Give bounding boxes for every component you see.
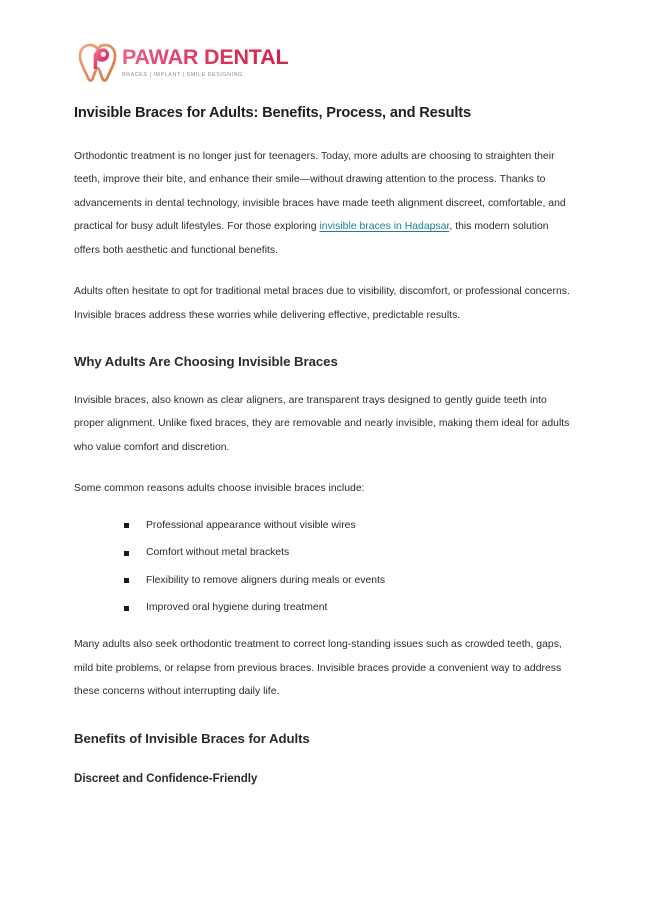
paragraph-intro-text-after: , this modern solution offers both aesthetic and functional benefits.	[74, 221, 549, 256]
list-item-label: Improved oral hygiene during treatment	[146, 602, 328, 614]
list-item-label: Flexibility to remove aligners during meals or events	[146, 574, 386, 586]
paragraph-intro	[74, 145, 574, 263]
brand-tagline: BRACES | IMPLANT | SMILE DESIGNING	[122, 71, 243, 78]
square-bullet-icon	[124, 551, 129, 556]
list-item	[124, 574, 574, 588]
reasons-bullet-list	[74, 519, 574, 616]
document-content	[74, 40, 574, 800]
paragraph-long-standing-issues: Many adults also seek orthodontic treatment to correct long-standing issues such as crowded teeth, gaps, mild bite problems, or relapse from previous braces. Invisible braces provide a convenient way to address these concerns without interrupting daily life.	[74, 639, 562, 698]
list-item-label: Professional appearance without visible wires	[146, 519, 356, 531]
list-item	[124, 601, 574, 615]
square-bullet-icon	[124, 578, 129, 583]
list-item	[124, 519, 574, 533]
invisible-braces-hadapsar-link[interactable]: invisible braces in Hadapsar	[319, 221, 450, 233]
square-bullet-icon	[124, 606, 129, 611]
paragraph-clear-aligners: Invisible braces, also known as clear aligners, are transparent trays designed to gently guide teeth into proper alignment. Unlike fixed braces, they are removable and nearly invisible, making them ideal for adults who value comfort and discretion.	[74, 394, 570, 453]
brand-logo[interactable]	[74, 40, 574, 86]
square-bullet-icon	[124, 523, 129, 528]
brand-logo-text	[122, 44, 289, 80]
page-title: Invisible Braces for Adults: Benefits, Process, and Results	[74, 105, 471, 121]
list-item	[124, 546, 574, 560]
paragraph-reasons-lead-in: Some common reasons adults choose invisible braces include:	[74, 483, 365, 495]
paragraph-intro-text-before: Orthodontic treatment is no longer just for teenagers. Today, more adults are choosing to straighten their teeth, improve their bite, and enhance their smile—without drawing attention to the process. Thanks to advancements in dental technology, invisible braces have made teeth alignment discreet, comfortable, and practical for busy adult lifestyles. For those exploring	[74, 150, 566, 233]
tooth-heart-logo-icon	[74, 42, 120, 84]
subheading-discreet-confidence: Discreet and Confidence-Friendly	[74, 771, 258, 785]
heading-benefits: Benefits of Invisible Braces for Adults	[74, 730, 310, 746]
paragraph-hesitation: Adults often hesitate to opt for traditional metal braces due to visibility, discomfort, or professional concerns. Invisible braces address these worries while delivering effective, predictable results.	[74, 286, 570, 321]
heading-why-adults-choosing: Why Adults Are Choosing Invisible Braces	[74, 354, 338, 370]
list-item-label: Comfort without metal brackets	[146, 547, 290, 559]
brand-wordmark: PAWAR DENTAL	[122, 44, 289, 69]
